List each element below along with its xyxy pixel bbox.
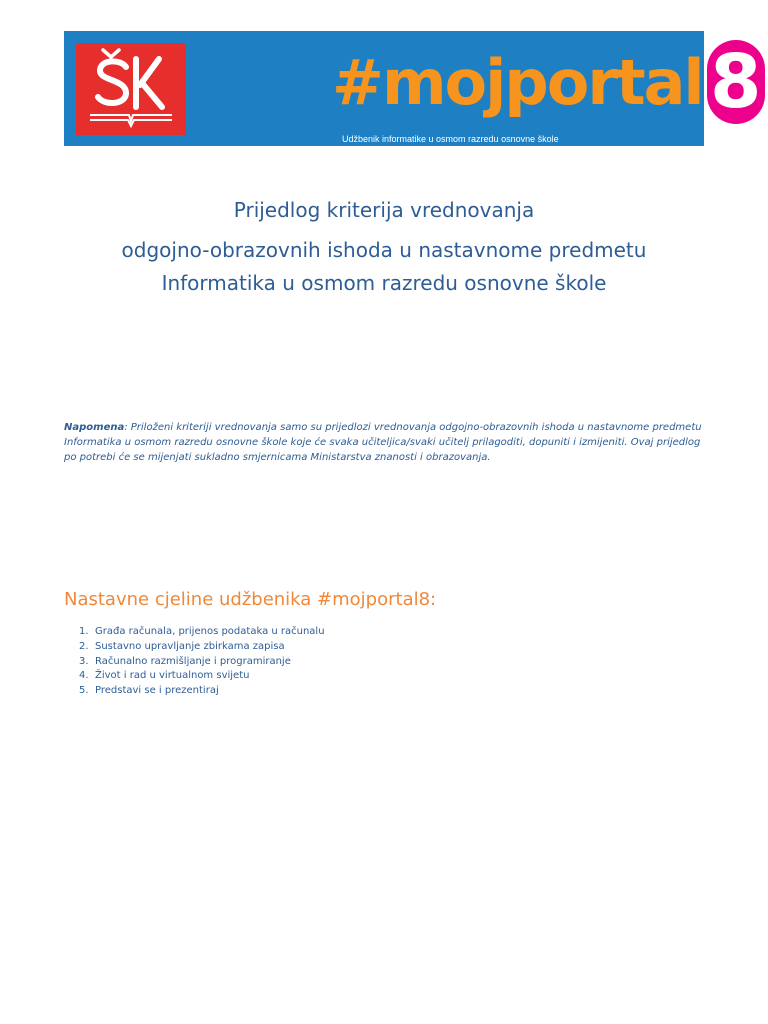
list-item bbox=[64, 625, 325, 640]
document-title-line-3: Informatika u osmom razredu osnovne škole bbox=[161, 271, 607, 295]
list-item bbox=[64, 669, 325, 684]
publisher-logo bbox=[76, 43, 186, 135]
units-list bbox=[64, 625, 325, 699]
note-label: Napomena bbox=[64, 422, 125, 433]
brand-number-badge: 8 bbox=[707, 40, 765, 124]
list-item-number: 2. bbox=[79, 640, 89, 652]
list-item-number: 4. bbox=[79, 670, 89, 682]
header-banner bbox=[64, 31, 762, 146]
sk-logo-mark bbox=[76, 43, 186, 135]
note-text: : Priloženi kriteriji vrednovanja samo su prijedlozi vrednovanja odgojno-obrazovnih ishoda u nastavnome predmetu Informatika u osmom razredu osnovne škole koje će svaka učiteljica/svaki učitelj prilagoditi, dopuniti i izmijeniti. Ovaj prijedlog po potrebi će se mijenjati sukladno smjernicama Ministarstva znanosti i obrazovanja. bbox=[64, 422, 702, 463]
document-title-line-1: Prijedlog kriterija vrednovanja bbox=[233, 198, 535, 222]
list-item-number: 5. bbox=[79, 685, 89, 697]
note-paragraph bbox=[64, 420, 704, 465]
units-heading: Nastavne cjeline udžbenika #mojportal8: bbox=[64, 589, 437, 610]
list-item-label: Život i rad u virtualnom svijetu bbox=[95, 670, 250, 682]
list-item bbox=[64, 655, 325, 670]
mojportal8-brand bbox=[332, 35, 765, 129]
list-item bbox=[64, 684, 325, 699]
document-title-line-2: odgojno-obrazovnih ishoda u nastavnome predmetu bbox=[121, 238, 647, 262]
list-item-number: 3. bbox=[79, 655, 89, 667]
brand-text: #mojportal bbox=[332, 45, 703, 119]
list-item-number: 1. bbox=[79, 626, 89, 637]
list-item bbox=[64, 640, 325, 655]
list-item-label: Sustavno upravljanje zbirkama zapisa bbox=[95, 640, 285, 652]
banner-subtitle: Udžbenik informatike u osmom razredu osnovne škole bbox=[342, 134, 559, 144]
list-item-label: Predstavi se i prezentiraj bbox=[95, 685, 219, 697]
list-item-label: Građa računala, prijenos podataka u računalu bbox=[95, 626, 325, 637]
list-item-label: Računalno razmišljanje i programiranje bbox=[95, 655, 291, 667]
